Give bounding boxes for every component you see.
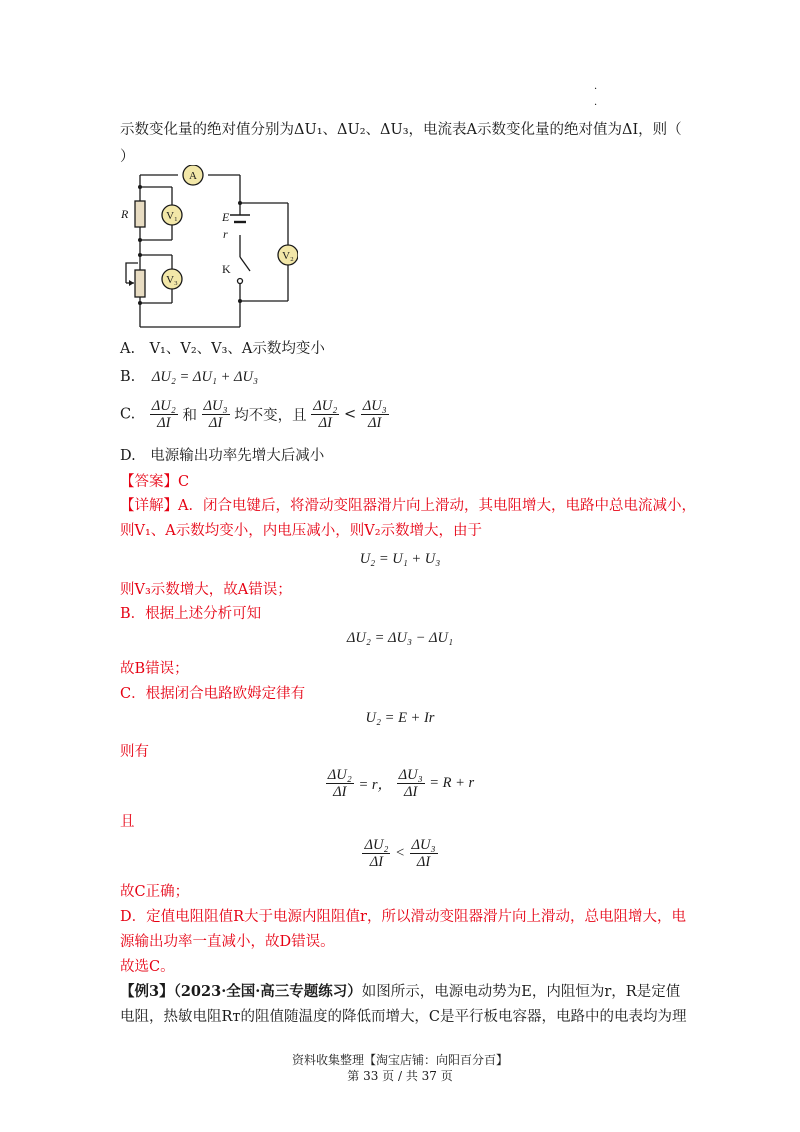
equation-part: = R + r (429, 775, 475, 791)
example-3-text: 如图所示，电源电动势为E，内阻恒为r，R是定值 (361, 984, 681, 1000)
option-b (120, 367, 258, 387)
option-c (120, 398, 389, 431)
equation-part: = r， (358, 777, 392, 793)
emf-label: E (222, 210, 230, 224)
solution-line: B．根据上述分析可知 (120, 606, 262, 622)
resistor-label: R (121, 207, 129, 221)
example-3-label: 【例3】（2023·全国·高三专题练习） (120, 983, 362, 1000)
v2-label: V₂ (282, 250, 294, 262)
fraction: $\frac{\text{ΔU₂}}{\Delta I}$ (327, 767, 352, 800)
fraction: $\frac{\text{ΔU₃}}{\Delta I}$ (398, 767, 423, 800)
answer-label: 【答案】C (120, 474, 190, 490)
page-number: 第 33 页 / 共 37 页 (347, 1069, 453, 1083)
solution-line: C．根据闭合电路欧姆定律有 (120, 686, 306, 702)
question-stem-line2: ） (120, 149, 135, 165)
option-a: A. V₁、V₂、V₃、A示数均变小 (120, 341, 325, 357)
option-c-fraction: $\frac{\text{ΔU₃}}{\Delta I}$ (203, 398, 228, 431)
switch-label: K (222, 262, 231, 276)
option-c-label: C. (120, 406, 136, 423)
circuit-diagram (118, 165, 298, 330)
option-b-label: B. (120, 369, 136, 385)
option-c-fraction: $\frac{\text{ΔU₃}}{\Delta I}$ (362, 398, 387, 431)
equation-part: < (395, 845, 405, 861)
option-c-fraction: $\frac{\text{ΔU₂}}{\Delta I}$ (313, 398, 338, 431)
v1-label: V₁ (166, 210, 178, 222)
option-d: D. 电源输出功率先增大后减小 (120, 448, 325, 464)
solution-line: 故C正确； (120, 884, 190, 900)
header-mark: · (594, 84, 598, 95)
v3-label: V₃ (166, 274, 178, 286)
solution-line: 则V₁、A示数均变小，内电压减小，则V₂示数增大，由于 (120, 523, 483, 539)
solution-line: 且 (120, 814, 135, 830)
example-3-line1 (120, 982, 680, 1002)
question-stem-line1: 示数变化量的绝对值分别为ΔU₁、ΔU₂、ΔU₃，电流表A示数变化量的绝对值为ΔI，则（ (120, 122, 682, 138)
header-mark: · (594, 100, 598, 111)
ammeter-label: A (189, 170, 197, 182)
solution-line: 【详解】A．闭合电键后，将滑动变阻器滑片向上滑动，其电阻增大，电路中总电流减小， (120, 498, 696, 514)
equation: U₂ = U₁ + U₃ (359, 551, 441, 567)
option-b-expression: ΔU₂ = ΔU₁ + ΔU₃ (151, 369, 259, 385)
equation: ΔU₂ = ΔU₃ − ΔU₁ (346, 630, 454, 646)
equation-inequality (0, 837, 800, 870)
option-c-text: 均不变，且 (234, 408, 307, 424)
solution-line: 则有 (120, 744, 149, 760)
footer-source: 资料收集整理【淘宝店铺：向阳百分百】 (291, 1053, 508, 1067)
internal-resistance-label: r (223, 227, 228, 241)
option-c-fraction: $\frac{\text{ΔU₂}}{\Delta I}$ (151, 398, 176, 431)
equation-ratios (0, 767, 800, 800)
fraction: $\frac{\text{ΔU₂}}{\Delta I}$ (364, 837, 389, 870)
example-3-line2: 电阻，热敏电阻Rᴛ的阻值随温度的降低而增大，C是平行板电容器，电路中的电表均为理 (120, 1009, 687, 1025)
fraction: $\frac{\text{ΔU₃}}{\Delta I}$ (411, 837, 436, 870)
option-c-and: 和 (182, 408, 197, 424)
option-c-lt: < (343, 406, 357, 423)
solution-line: D．定值电阻阻值R大于电源内阻阻值r，所以滑动变阻器滑片向上滑动，总电阻增大，电 (120, 909, 686, 925)
equation: U₂ = E + Ir (365, 710, 435, 726)
solution-line: 故B错误； (120, 661, 189, 677)
solution-line: 故选C。 (120, 959, 175, 975)
solution-line: 源输出功率一直减小，故D错误。 (120, 934, 335, 950)
solution-line: 则V₃示数增大，故A错误； (120, 582, 292, 598)
